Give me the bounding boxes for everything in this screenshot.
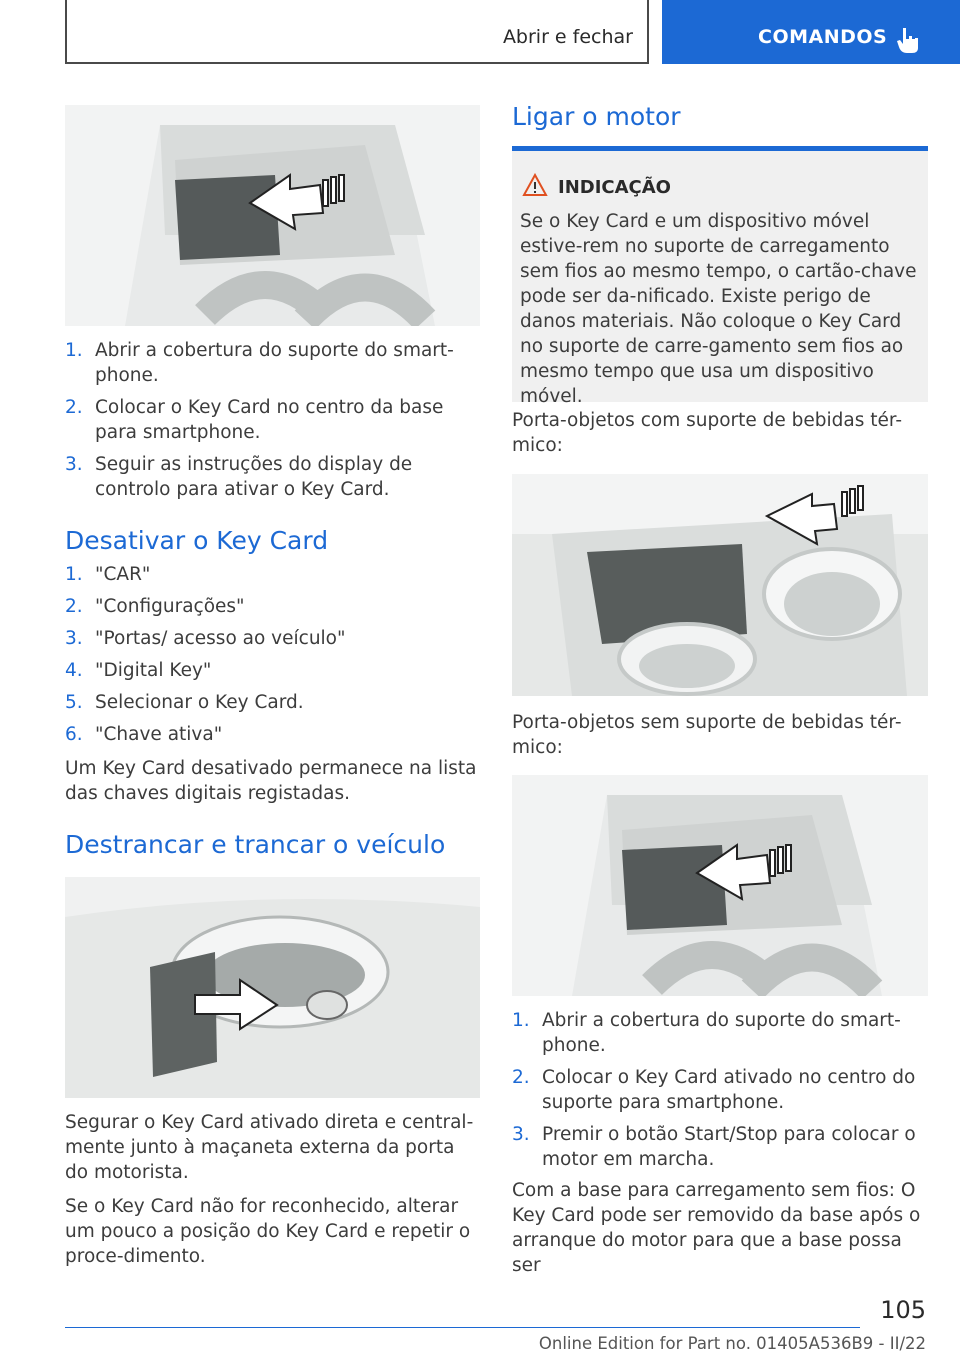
section-title: Abrir e fechar <box>502 26 633 48</box>
step-number: 1. <box>65 564 83 585</box>
steps-deactivate-list <box>65 562 480 754</box>
step-text: "Digital Key" <box>95 660 212 681</box>
list-item <box>65 658 480 683</box>
step-text: Colocar o Key Card no centro da base para smartphone. <box>95 397 444 443</box>
step-number: 1. <box>65 340 83 361</box>
list-item <box>512 1122 928 1172</box>
step-number: 3. <box>512 1124 530 1145</box>
warning-title: INDICAÇÃO <box>558 177 671 198</box>
heading-unlock: Destrancar e trancar o veículo <box>65 830 446 859</box>
step-text: Abrir a cobertura do suporte do smart-phone. <box>95 340 454 386</box>
warning-triangle-icon <box>522 173 548 197</box>
list-item <box>65 722 480 747</box>
list-item <box>65 338 480 388</box>
finger-pointing-icon <box>895 26 921 54</box>
caption-with-cupholder: Porta-objetos com suporte de bebidas tér-mico: <box>512 410 902 456</box>
chapter-title: COMANDOS <box>758 26 888 48</box>
step-number: 3. <box>65 628 83 649</box>
step-number: 3. <box>65 454 83 475</box>
warning-text: Se o Key Card e um dispositivo móvel estive-rem no suporte de carregamento sem fios ao mesmo tempo, o cartão-chave pode ser da-nificado. Existe perigo de danos materiais. Não coloque o Key Card no suporte de carre-gamento sem fios ao mesmo tempo que usa um dispositivo móvel. <box>520 211 917 407</box>
step-text: "Chave ativa" <box>95 724 223 745</box>
console-with-cupholder-image <box>512 474 928 696</box>
step-text: "CAR" <box>95 564 151 585</box>
console-without-cupholder-image <box>512 775 928 996</box>
steps-start-list <box>512 1008 928 1179</box>
step-text: Colocar o Key Card ativado no centro do suporte para smartphone. <box>542 1067 916 1113</box>
door-handle-image <box>65 877 480 1098</box>
step-number: 4. <box>65 660 83 681</box>
step-text: Seguir as instruções do display de controlo para ativar o Key Card. <box>95 454 413 500</box>
step-text: Premir o botão Start/Stop para colocar o motor em marcha. <box>542 1124 916 1170</box>
page-number: 105 <box>880 1296 926 1324</box>
step-number: 6. <box>65 724 83 745</box>
step-text: Abrir a cobertura do suporte do smart-phone. <box>542 1010 901 1056</box>
heading-start-engine: Ligar o motor <box>512 102 681 131</box>
step-number: 2. <box>512 1067 530 1088</box>
unlock-paragraph-2: Se o Key Card não for reconhecido, alterar um pouco a posição do Key Card e repetir o proce-dimento. <box>65 1196 471 1267</box>
step-number: 5. <box>65 692 83 713</box>
deactivate-note: Um Key Card desativado permanece na lista das chaves digitais registadas. <box>65 758 477 804</box>
heading-deactivate: Desativar o Key Card <box>65 526 329 555</box>
warning-box <box>512 146 928 407</box>
step-text: "Configurações" <box>95 596 245 617</box>
unlock-paragraph-1: Segurar o Key Card ativado direta e central-mente junto à maçaneta externa da porta do motorista. <box>65 1112 474 1183</box>
list-item <box>65 562 480 587</box>
step-number: 2. <box>65 397 83 418</box>
caption-without-cupholder: Porta-objetos sem suporte de bebidas tér-mico: <box>512 712 902 758</box>
list-item <box>65 594 480 619</box>
step-number: 2. <box>65 596 83 617</box>
wireless-charger-image <box>65 105 480 326</box>
list-item <box>512 1008 928 1058</box>
list-item <box>65 626 480 651</box>
steps-activate-list <box>65 338 480 509</box>
closing-paragraph: Com a base para carregamento sem fios: O Key Card pode ser removido da base após o arranque do motor para que a base possa ser <box>512 1180 921 1276</box>
edition-text: Online Edition for Part no. 01405A536B9 - II/22 <box>538 1334 926 1353</box>
footer-divider <box>65 1327 860 1328</box>
list-item <box>65 690 480 715</box>
step-text: Selecionar o Key Card. <box>95 692 304 713</box>
section-header <box>65 0 649 64</box>
list-item <box>512 1065 928 1115</box>
step-number: 1. <box>512 1010 530 1031</box>
list-item <box>65 395 480 445</box>
step-text: "Portas/ acesso ao veículo" <box>95 628 346 649</box>
list-item <box>65 452 480 502</box>
